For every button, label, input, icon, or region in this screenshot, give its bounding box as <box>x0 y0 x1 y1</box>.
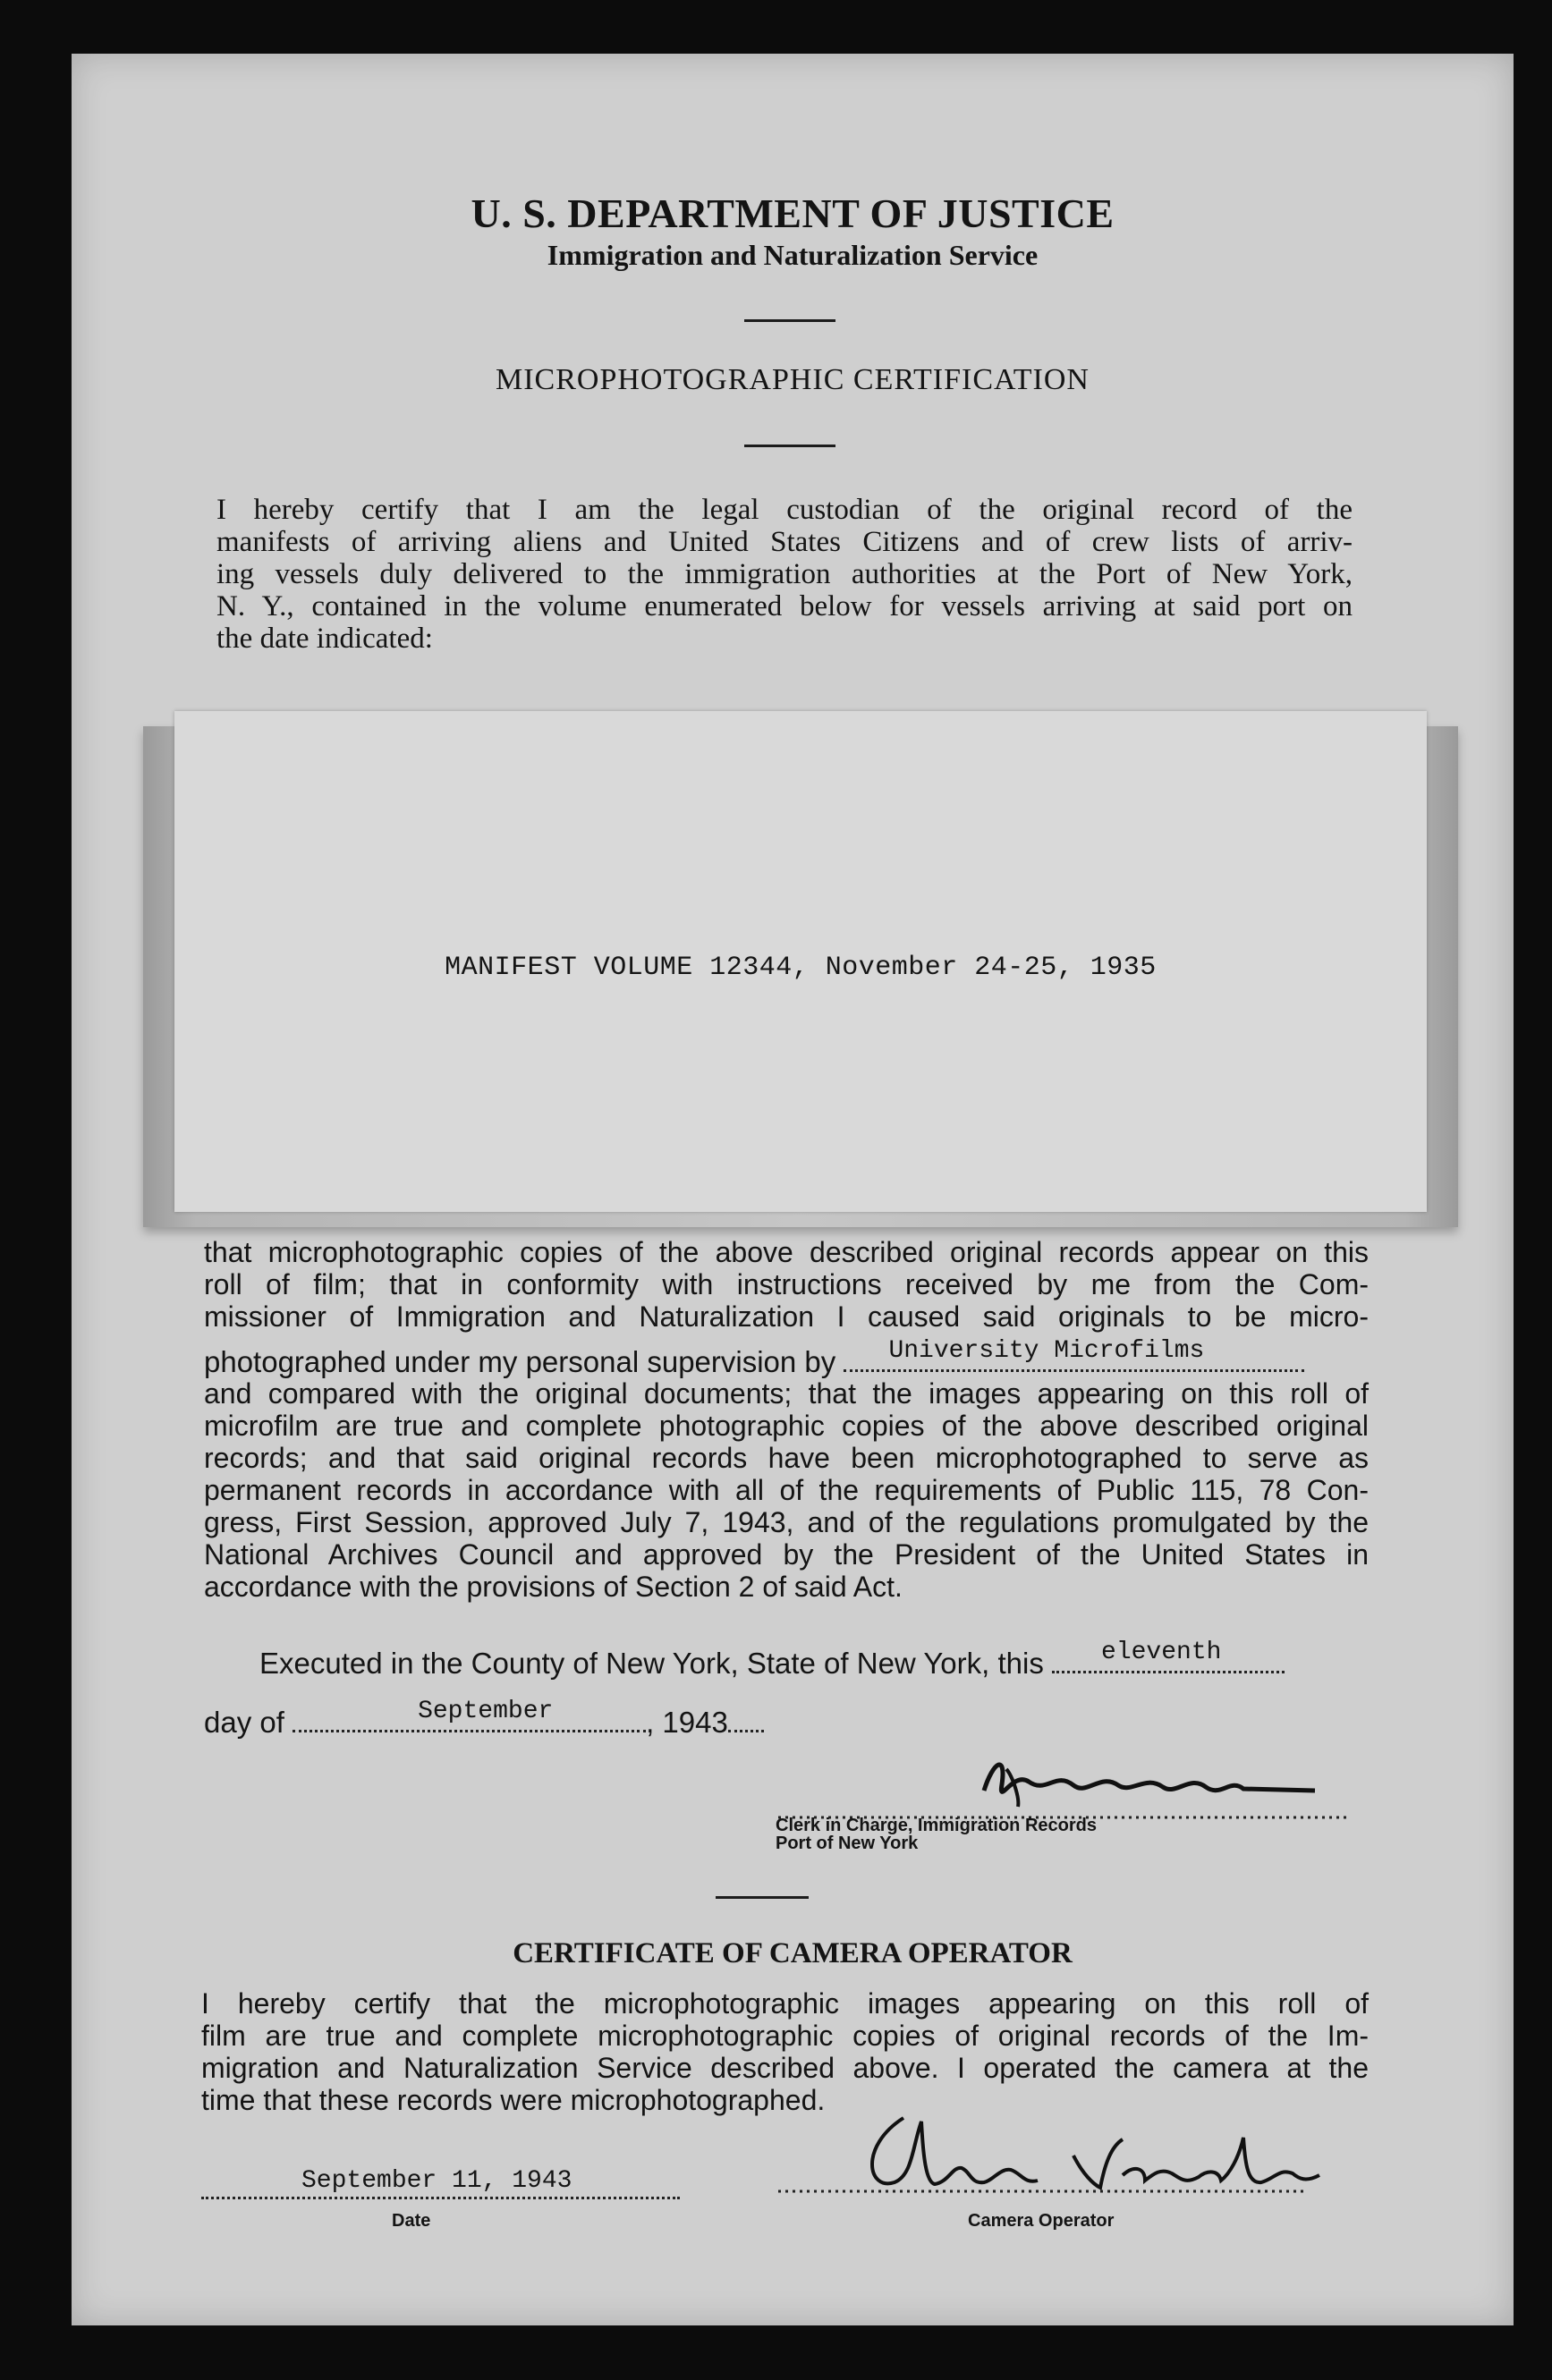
execution-prefix: Executed in the County of New York, State of New York, this <box>259 1647 1044 1680</box>
year-digit: 3 <box>711 1706 728 1739</box>
camera-date-value: September 11, 1943 <box>301 2167 572 2195</box>
operator-label: Camera Operator <box>968 2211 1115 2231</box>
volume-text: MANIFEST VOLUME 12344, November 24-25, 1935 <box>445 953 1157 983</box>
volume-card <box>174 711 1427 1212</box>
body-line-7: permanent records in accordance with all of the requirements of Public 115, 78 Con- <box>204 1474 1369 1506</box>
camera-line-3: migration and Naturalization Service described above. I operated the camera at the <box>201 2052 1369 2084</box>
supervision-prefix: photographed under my personal supervision by <box>204 1345 836 1378</box>
supervision-line <box>204 1336 1304 1378</box>
clerk-title-2: Port of New York <box>776 1834 919 1853</box>
divider <box>744 319 835 322</box>
year-dots <box>728 1705 764 1732</box>
day-of-label: day of <box>204 1706 284 1739</box>
day-field <box>1052 1638 1285 1673</box>
supervision-field <box>844 1336 1304 1372</box>
intro-line-2: manifests of arriving aliens and United States Citizens and of crew lists of arriv- <box>216 526 1353 558</box>
department-heading: U. S. DEPARTMENT OF JUSTICE <box>471 191 1115 236</box>
camera-line-1: I hereby certify that the microphotographic images appearing on this roll of <box>201 1987 1369 2020</box>
date-line <box>204 1697 764 1739</box>
body-line-10: accordance with the provisions of Section 2 of said Act. <box>204 1571 903 1603</box>
operator-signature <box>778 2102 1404 2209</box>
service-subheading: Immigration and Naturalization Service <box>547 239 1039 271</box>
day-value: eleventh <box>1101 1638 1222 1666</box>
body-line-6: records; and that said original records have been microphotographed to serve as <box>204 1442 1369 1474</box>
body-line-9: National Archives Council and approved by the President of the United States in <box>204 1538 1369 1571</box>
camera-line-4: time that these records were microphotographed. <box>201 2084 826 2116</box>
certification-title: MICROPHOTOGRAPHIC CERTIFICATION <box>495 363 1090 396</box>
body-line-4: and compared with the original documents; that the images appearing on this roll of <box>204 1377 1369 1410</box>
body-line-8: gress, First Session, approved July 7, 1943, and of the regulations promulgated by the <box>204 1506 1369 1538</box>
intro-line-5: the date indicated: <box>216 623 433 655</box>
document-page <box>72 54 1514 2325</box>
body-line-1: that microphotographic copies of the above described original records appear on this <box>204 1236 1369 1268</box>
divider <box>744 445 835 447</box>
intro-line-3: ing vessels duly delivered to the immigration authorities at the Port of New York, <box>216 558 1353 590</box>
supervision-value: University Microfilms <box>888 1336 1205 1365</box>
execution-line <box>259 1638 1285 1680</box>
year-prefix: , 194 <box>646 1706 712 1739</box>
intro-line-1: I hereby certify that I am the legal custodian of the original record of the <box>216 494 1353 526</box>
camera-certificate-title: CERTIFICATE OF CAMERA OPERATOR <box>513 1937 1073 1969</box>
date-label: Date <box>392 2211 431 2231</box>
date-field <box>201 2167 680 2199</box>
clerk-title-1: Clerk in Charge, Immigration Records <box>776 1816 1097 1835</box>
month-value: September <box>418 1697 554 1725</box>
body-line-5: microfilm are true and complete photographic copies of the above described original <box>204 1410 1369 1442</box>
camera-line-2: film are true and complete microphotographic copies of original records of the Im- <box>201 2020 1369 2052</box>
intro-line-4: N. Y., contained in the volume enumerated below for vessels arriving at said port on <box>216 590 1353 623</box>
body-line-2: roll of film; that in conformity with instructions received by me from the Com- <box>204 1268 1369 1300</box>
body-line-3: missioner of Immigration and Naturalization I caused said originals to be micro- <box>204 1300 1369 1333</box>
divider <box>716 1896 809 1899</box>
month-field <box>293 1697 646 1732</box>
